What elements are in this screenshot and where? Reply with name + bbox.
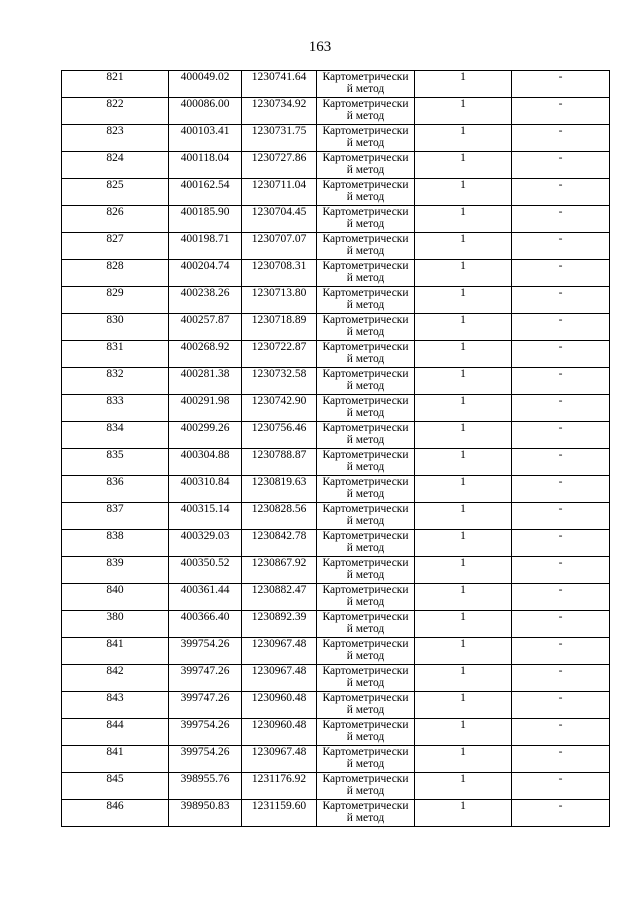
table-row [62,800,610,827]
accuracy-cell: 1 [415,206,512,233]
method-cell [317,368,415,395]
method-text-line1: Картометрически [322,368,409,380]
accuracy-cell: 1 [415,449,512,476]
x-coordinate-cell: 400118.04 [169,152,242,179]
x-coordinate-cell: 400281.38 [169,368,242,395]
point-number-cell: 829 [62,287,169,314]
method-text-line2: й метод [346,650,385,662]
table-row [62,503,610,530]
accuracy-cell: 1 [415,638,512,665]
y-coordinate-cell: 1230819.63 [242,476,317,503]
y-coordinate-cell: 1230867.92 [242,557,317,584]
description-cell: - [512,665,610,692]
x-coordinate-cell: 400291.98 [169,395,242,422]
y-coordinate-cell: 1230718.89 [242,314,317,341]
point-number-cell: 827 [62,233,169,260]
description-cell: - [512,71,610,98]
method-text-line1: Картометрически [322,260,409,272]
x-coordinate-cell: 400310.84 [169,476,242,503]
method-text-line1: Картометрически [322,341,409,353]
method-text-line1: Картометрически [322,314,409,326]
method-cell [317,206,415,233]
table-row [62,773,610,800]
accuracy-cell: 1 [415,719,512,746]
method-cell [317,692,415,719]
y-coordinate-cell: 1230967.48 [242,746,317,773]
method-text-line1: Картометрически [322,746,409,758]
x-coordinate-cell: 399754.26 [169,746,242,773]
x-coordinate-cell: 400162.54 [169,179,242,206]
table-row [62,125,610,152]
accuracy-cell: 1 [415,341,512,368]
method-text-line1: Картометрически [322,719,409,731]
point-number-cell: 823 [62,125,169,152]
method-text-line1: Картометрически [322,71,409,83]
method-text-line2: й метод [346,191,385,203]
x-coordinate-cell: 400315.14 [169,503,242,530]
accuracy-cell: 1 [415,800,512,827]
description-cell: - [512,557,610,584]
x-coordinate-cell: 398955.76 [169,773,242,800]
table-row [62,584,610,611]
point-number-cell: 835 [62,449,169,476]
y-coordinate-cell: 1230732.58 [242,368,317,395]
point-number-cell: 841 [62,638,169,665]
x-coordinate-cell: 400361.44 [169,584,242,611]
method-text-line1: Картометрически [322,233,409,245]
y-coordinate-cell: 1230960.48 [242,719,317,746]
table-row [62,233,610,260]
method-text-line1: Картометрически [322,530,409,542]
method-text-line1: Картометрически [322,422,409,434]
point-number-cell: 828 [62,260,169,287]
accuracy-cell: 1 [415,746,512,773]
method-text-line1: Картометрически [322,584,409,596]
description-cell: - [512,395,610,422]
point-number-cell: 833 [62,395,169,422]
accuracy-cell: 1 [415,260,512,287]
table-row [62,206,610,233]
method-text-line2: й метод [346,299,385,311]
y-coordinate-cell: 1230711.04 [242,179,317,206]
point-number-cell: 839 [62,557,169,584]
description-cell: - [512,476,610,503]
y-coordinate-cell: 1230731.75 [242,125,317,152]
method-cell [317,260,415,287]
method-cell [317,557,415,584]
y-coordinate-cell: 1230756.46 [242,422,317,449]
x-coordinate-cell: 400268.92 [169,341,242,368]
coordinates-table-body [62,71,610,827]
x-coordinate-cell: 400185.90 [169,206,242,233]
accuracy-cell: 1 [415,611,512,638]
point-number-cell: 841 [62,746,169,773]
y-coordinate-cell: 1230741.64 [242,71,317,98]
table-row [62,665,610,692]
x-coordinate-cell: 399747.26 [169,665,242,692]
point-number-cell: 824 [62,152,169,179]
y-coordinate-cell: 1230704.45 [242,206,317,233]
method-text-line2: й метод [346,812,385,824]
accuracy-cell: 1 [415,71,512,98]
point-number-cell: 832 [62,368,169,395]
table-row [62,341,610,368]
method-text-line2: й метод [346,758,385,770]
method-cell [317,71,415,98]
description-cell: - [512,179,610,206]
table-row [62,719,610,746]
point-number-cell: 843 [62,692,169,719]
y-coordinate-cell: 1230722.87 [242,341,317,368]
x-coordinate-cell: 400366.40 [169,611,242,638]
method-text-line2: й метод [346,704,385,716]
accuracy-cell: 1 [415,422,512,449]
method-text-line2: й метод [346,434,385,446]
accuracy-cell: 1 [415,530,512,557]
method-cell [317,98,415,125]
x-coordinate-cell: 398950.83 [169,800,242,827]
method-cell [317,449,415,476]
y-coordinate-cell: 1230742.90 [242,395,317,422]
y-coordinate-cell: 1230967.48 [242,665,317,692]
table-row [62,557,610,584]
method-text-line1: Картометрически [322,638,409,650]
description-cell: - [512,800,610,827]
method-text-line1: Картометрически [322,395,409,407]
method-text-line2: й метод [346,623,385,635]
point-number-cell: 831 [62,341,169,368]
method-text-line2: й метод [346,542,385,554]
method-text-line2: й метод [346,245,385,257]
table-row [62,638,610,665]
table-row [62,368,610,395]
method-cell [317,719,415,746]
x-coordinate-cell: 400204.74 [169,260,242,287]
x-coordinate-cell: 400304.88 [169,449,242,476]
method-cell [317,233,415,260]
point-number-cell: 846 [62,800,169,827]
method-cell [317,773,415,800]
method-cell [317,395,415,422]
point-number-cell: 840 [62,584,169,611]
accuracy-cell: 1 [415,692,512,719]
accuracy-cell: 1 [415,584,512,611]
accuracy-cell: 1 [415,476,512,503]
description-cell: - [512,314,610,341]
table-row [62,530,610,557]
point-number-cell: 830 [62,314,169,341]
method-text-line1: Картометрически [322,773,409,785]
method-cell [317,125,415,152]
method-cell [317,179,415,206]
point-number-cell: 826 [62,206,169,233]
method-text-line1: Картометрически [322,503,409,515]
method-cell [317,152,415,179]
method-cell [317,800,415,827]
method-text-line2: й метод [346,785,385,797]
method-text-line2: й метод [346,380,385,392]
method-text-line2: й метод [346,731,385,743]
accuracy-cell: 1 [415,503,512,530]
method-cell [317,584,415,611]
point-number-cell: 821 [62,71,169,98]
accuracy-cell: 1 [415,98,512,125]
method-text-line2: й метод [346,83,385,95]
method-text-line1: Картометрически [322,692,409,704]
method-text-line1: Картометрически [322,665,409,677]
accuracy-cell: 1 [415,152,512,179]
y-coordinate-cell: 1230707.07 [242,233,317,260]
accuracy-cell: 1 [415,368,512,395]
point-number-cell: 845 [62,773,169,800]
accuracy-cell: 1 [415,557,512,584]
description-cell: - [512,773,610,800]
description-cell: - [512,719,610,746]
x-coordinate-cell: 400238.26 [169,287,242,314]
table-row [62,692,610,719]
point-number-cell: 834 [62,422,169,449]
method-text-line2: й метод [346,353,385,365]
method-text-line1: Картометрически [322,476,409,488]
y-coordinate-cell: 1230828.56 [242,503,317,530]
point-number-cell: 825 [62,179,169,206]
coordinates-table [61,70,610,827]
accuracy-cell: 1 [415,665,512,692]
method-text-line1: Картометрически [322,206,409,218]
y-coordinate-cell: 1230882.47 [242,584,317,611]
description-cell: - [512,692,610,719]
accuracy-cell: 1 [415,233,512,260]
table-row [62,611,610,638]
method-text-line1: Картометрически [322,557,409,569]
point-number-cell: 837 [62,503,169,530]
method-text-line1: Картометрически [322,152,409,164]
description-cell: - [512,449,610,476]
description-cell: - [512,422,610,449]
x-coordinate-cell: 400198.71 [169,233,242,260]
method-cell [317,746,415,773]
method-text-line2: й метод [346,677,385,689]
method-text-line2: й метод [346,272,385,284]
table-row [62,476,610,503]
y-coordinate-cell: 1230734.92 [242,98,317,125]
method-text-line2: й метод [346,326,385,338]
description-cell: - [512,530,610,557]
method-text-line2: й метод [346,407,385,419]
description-cell: - [512,368,610,395]
method-text-line1: Картометрически [322,98,409,110]
method-cell [317,422,415,449]
x-coordinate-cell: 400299.26 [169,422,242,449]
method-text-line2: й метод [346,110,385,122]
method-text-line2: й метод [346,515,385,527]
description-cell: - [512,206,610,233]
x-coordinate-cell: 399747.26 [169,692,242,719]
y-coordinate-cell: 1230727.86 [242,152,317,179]
table-row [62,152,610,179]
x-coordinate-cell: 400329.03 [169,530,242,557]
x-coordinate-cell: 400049.02 [169,71,242,98]
description-cell: - [512,341,610,368]
point-number-cell: 380 [62,611,169,638]
method-text-line1: Картометрически [322,287,409,299]
accuracy-cell: 1 [415,125,512,152]
description-cell: - [512,260,610,287]
point-number-cell: 842 [62,665,169,692]
method-cell [317,665,415,692]
method-text-line1: Картометрически [322,125,409,137]
table-row [62,314,610,341]
table-row [62,449,610,476]
method-cell [317,314,415,341]
method-text-line1: Картометрически [322,449,409,461]
table-row [62,422,610,449]
point-number-cell: 822 [62,98,169,125]
method-cell [317,341,415,368]
description-cell: - [512,746,610,773]
method-cell [317,287,415,314]
point-number-cell: 836 [62,476,169,503]
description-cell: - [512,98,610,125]
method-text-line2: й метод [346,461,385,473]
y-coordinate-cell: 1230842.78 [242,530,317,557]
method-cell [317,476,415,503]
method-text-line2: й метод [346,569,385,581]
y-coordinate-cell: 1230967.48 [242,638,317,665]
description-cell: - [512,287,610,314]
accuracy-cell: 1 [415,773,512,800]
method-cell [317,611,415,638]
accuracy-cell: 1 [415,395,512,422]
table-row [62,287,610,314]
page-number: 163 [308,39,332,55]
table-row [62,746,610,773]
x-coordinate-cell: 400086.00 [169,98,242,125]
method-text-line2: й метод [346,596,385,608]
table-row [62,71,610,98]
method-text-line1: Картометрически [322,179,409,191]
point-number-cell: 844 [62,719,169,746]
description-cell: - [512,503,610,530]
x-coordinate-cell: 400103.41 [169,125,242,152]
accuracy-cell: 1 [415,287,512,314]
method-text-line1: Картометрически [322,611,409,623]
description-cell: - [512,233,610,260]
method-text-line2: й метод [346,164,385,176]
table-row [62,395,610,422]
x-coordinate-cell: 400257.87 [169,314,242,341]
description-cell: - [512,125,610,152]
x-coordinate-cell: 399754.26 [169,719,242,746]
accuracy-cell: 1 [415,314,512,341]
method-text-line2: й метод [346,137,385,149]
description-cell: - [512,584,610,611]
table-row [62,179,610,206]
x-coordinate-cell: 399754.26 [169,638,242,665]
y-coordinate-cell: 1231176.92 [242,773,317,800]
y-coordinate-cell: 1230708.31 [242,260,317,287]
x-coordinate-cell: 400350.52 [169,557,242,584]
method-text-line1: Картометрически [322,800,409,812]
accuracy-cell: 1 [415,179,512,206]
point-number-cell: 838 [62,530,169,557]
method-cell [317,638,415,665]
y-coordinate-cell: 1230713.80 [242,287,317,314]
method-cell [317,503,415,530]
table-row [62,260,610,287]
description-cell: - [512,152,610,179]
y-coordinate-cell: 1230892.39 [242,611,317,638]
method-text-line2: й метод [346,488,385,500]
method-text-line2: й метод [346,218,385,230]
y-coordinate-cell: 1230960.48 [242,692,317,719]
y-coordinate-cell: 1230788.87 [242,449,317,476]
method-cell [317,530,415,557]
table-row [62,98,610,125]
description-cell: - [512,611,610,638]
description-cell: - [512,638,610,665]
y-coordinate-cell: 1231159.60 [242,800,317,827]
